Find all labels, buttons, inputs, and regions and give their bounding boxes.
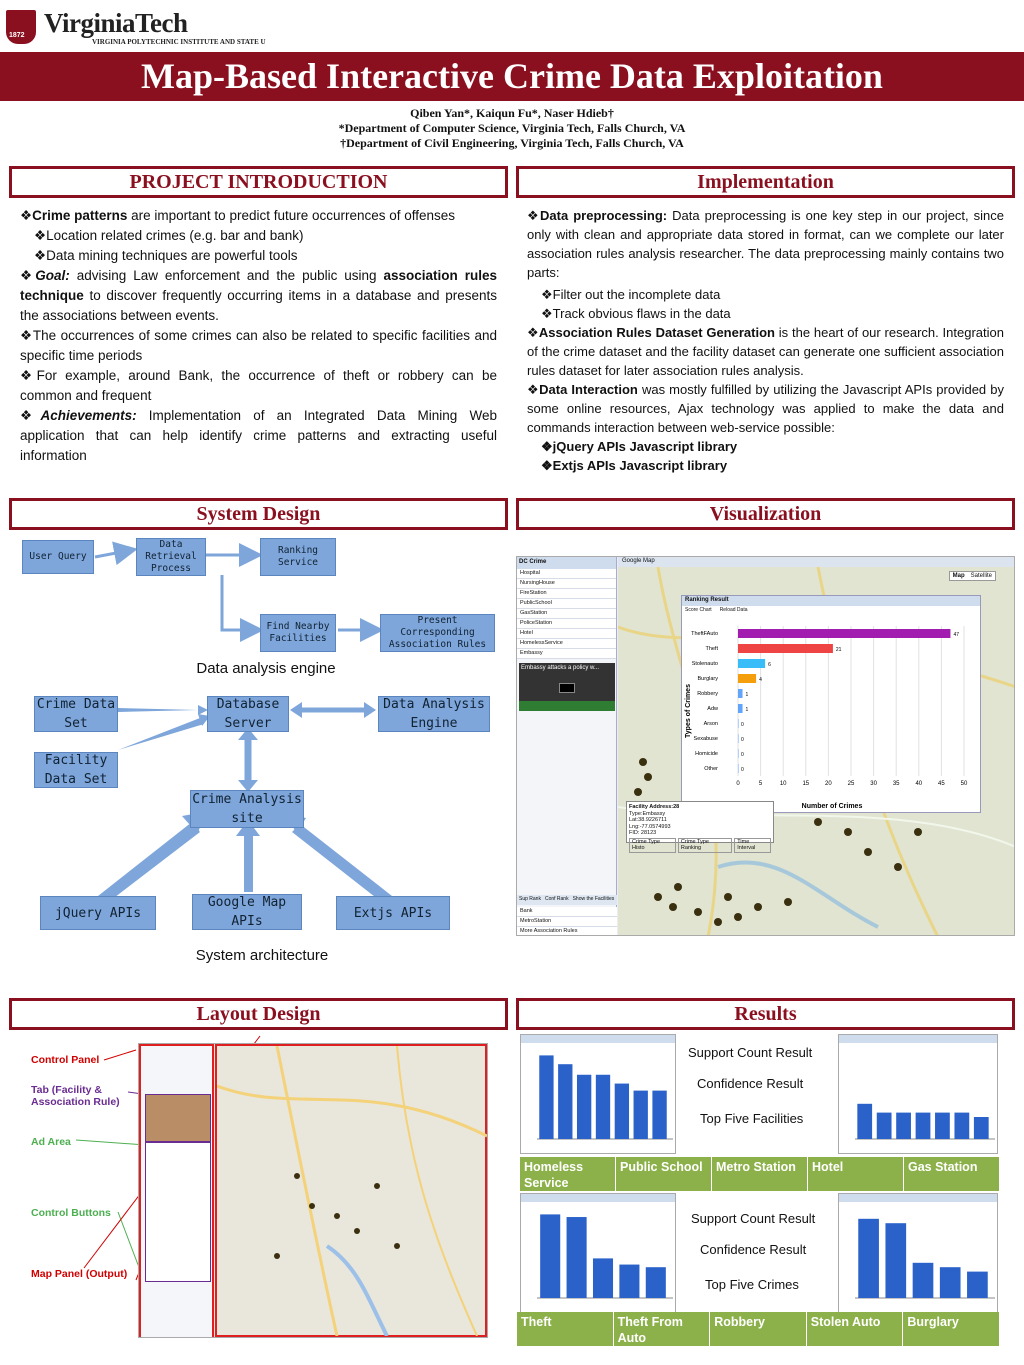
map-panel[interactable]: [618, 557, 1015, 936]
layout-map-panel: [215, 1044, 487, 1337]
bar-value-label: 0: [741, 752, 744, 758]
bar: [738, 719, 739, 728]
crime-type-histo-button[interactable]: Crime Type Histo: [629, 838, 676, 853]
facility-list: [517, 569, 616, 659]
intro-p1: are important to predict future occurrences of offenses: [127, 208, 456, 223]
system-heading: System Design: [9, 498, 508, 530]
bar: [940, 1267, 961, 1298]
table-cell: Robbery: [710, 1312, 807, 1346]
info-window: [626, 801, 774, 851]
support-chart-1: [520, 1034, 676, 1154]
bar: [593, 1258, 613, 1298]
ranking-chart: [682, 616, 982, 812]
time-interval-button[interactable]: Time Interval: [734, 838, 771, 853]
layout-ad-image: [145, 1094, 211, 1142]
ranking-window: [681, 595, 981, 813]
table-cell: Homeless Service: [520, 1157, 616, 1191]
impl-text: ❖Data preprocessing: Data preprocessing is one key step in our project, since only with clean and appropriate data stored in format, can we complete our later association rules analysis researcher. The data preprocessing mainly contains two parts: ❖Filter out the incomplete data ❖Track obvious flaws in the data ❖Association Rules Dataset Generation is the heart of our research. Integration of the crime dataset and the facility dataset can generate one sufficient association rules dataset for later association rules analysis. ❖Data Interaction was mostly fulfilled by utilizing the Javascript APIs provided by some online resources, Ajax technology was applied to make the data and commands interaction between web-service possible: ❖jQuery APIs Javascript library ❖Extjs APIs Javascript library: [527, 208, 1004, 473]
panel-title: DC Crime: [517, 557, 616, 569]
bar: [857, 1104, 872, 1139]
layout-label: Tab (Facility & Association Rule): [31, 1084, 120, 1108]
ad-area: [519, 663, 615, 711]
info-line: FID: 28123: [629, 830, 657, 836]
intro-p5: Implementation of an Integrated Data Mining Web application that can help identify crime patterns and extracting useful information: [20, 408, 497, 463]
conf-rank-button[interactable]: Conf Rank: [544, 896, 569, 902]
intro-p5-bold: Achievements:: [40, 408, 137, 423]
y-tick-label: TheftFAuto: [691, 631, 718, 637]
bar: [738, 689, 743, 698]
x-tick-label: 0: [736, 781, 740, 787]
virginia-tech-logo: [6, 6, 266, 46]
layout-label: Control Panel: [31, 1054, 100, 1066]
ranking-title: Ranking Result: [682, 596, 980, 606]
association-list-item[interactable]: Bank: [517, 907, 617, 917]
bar: [885, 1223, 906, 1298]
impl-p2-bold: Association Rules Dataset Generation: [538, 325, 775, 340]
engine-caption: Data analysis engine: [196, 660, 336, 677]
x-tick-label: 15: [802, 781, 810, 787]
bar: [738, 659, 765, 668]
bar: [974, 1117, 989, 1139]
top-facilities-label: Top Five Facilities: [700, 1111, 804, 1126]
bar: [540, 1214, 560, 1298]
visualization-screenshot: [516, 556, 1015, 936]
confidence-label-2: Confidence Result: [700, 1242, 807, 1257]
bar: [646, 1267, 666, 1298]
nearby-facilities-box: Find Nearby Facilities: [260, 614, 336, 652]
crime-data-set-box: Crime Data Set: [34, 696, 118, 732]
bar-value-label: 21: [835, 647, 842, 653]
confidence-chart-2: [838, 1193, 998, 1313]
intro-sub1: Location related crimes (e.g. bar and bank): [46, 228, 304, 243]
ranking-service-box: Ranking Service: [260, 538, 336, 576]
score-chart-tab[interactable]: Score Chart: [685, 607, 712, 613]
intro-p2a: advising Law enforcement and the public using: [69, 268, 384, 283]
facility-list-item[interactable]: HomelessService: [517, 639, 616, 649]
data-analysis-engine-box: Data Analysis Engine: [378, 696, 490, 732]
association-list-item[interactable]: MetroStation: [517, 917, 617, 927]
bar-value-label: 1: [745, 707, 749, 713]
bar: [619, 1265, 639, 1298]
x-tick-label: 35: [892, 781, 900, 787]
crime-analysis-site-box: Crime Analysis site: [190, 790, 304, 828]
x-tick-label: 30: [870, 781, 877, 787]
bar: [967, 1272, 988, 1298]
results-heading: Results: [516, 998, 1015, 1030]
ranking-tabs: [682, 606, 980, 615]
extjs-apis-box: Extjs APIs: [336, 896, 450, 930]
bar: [738, 629, 950, 638]
x-tick-label: 50: [960, 781, 968, 787]
bar: [896, 1113, 911, 1139]
x-tick-label: 45: [938, 781, 945, 787]
show-facilities-button[interactable]: Show the Facilities: [572, 896, 615, 902]
bar-value-label: 6: [768, 662, 771, 668]
layout-screenshot: [138, 1043, 488, 1338]
layout-label: Control Buttons: [31, 1207, 111, 1219]
bar: [738, 704, 743, 713]
control-buttons: [517, 895, 617, 905]
satellite-button[interactable]: Satellite: [970, 573, 992, 579]
impl-heading: Implementation: [516, 166, 1015, 198]
impl-p1: Data preprocessing is one key step in our project, since only with clean and appropriate data stored in format, can we complete our later association rules analysis researcher. The data preprocessing mainly contains two parts:: [527, 208, 1004, 280]
window-titlebar: [839, 1035, 998, 1043]
y-tick-label: Other: [704, 766, 718, 772]
impl-sub3: jQuery APIs Javascript library: [552, 439, 738, 454]
bar-value-label: 4: [759, 677, 762, 683]
intro-p3: The occurrences of some crimes can also be related to specific facilities and specific time periods: [20, 328, 497, 363]
facility-list-item[interactable]: PoliceStation: [517, 619, 616, 629]
bar: [858, 1219, 879, 1298]
info-line: Lng:-77.0574993: [629, 823, 671, 830]
layout-heading: Layout Design: [9, 998, 508, 1030]
top-facilities-table: [520, 1157, 1000, 1191]
impl-sub2: Track obvious flaws in the data: [552, 306, 731, 321]
intro-heading: PROJECT INTRODUCTION: [9, 166, 508, 198]
facility-list-item[interactable]: FireStation: [517, 589, 616, 599]
intro-p2b: to discover frequently occurring items in a database and presents the associations between events.: [20, 288, 497, 323]
bar: [615, 1084, 629, 1139]
impl-p3-bold: Data Interaction: [539, 382, 638, 397]
bar-value-label: 0: [741, 767, 744, 773]
bar: [738, 764, 739, 773]
y-tick-label: Theft: [705, 646, 718, 652]
logo-wordmark: VirginiaTech: [44, 8, 188, 38]
intro-p4: For example, around Bank, the occurrence of theft or robbery can be common and frequent: [20, 368, 497, 403]
x-tick-label: 5: [758, 781, 763, 787]
system-diagram-arrows: [0, 530, 512, 950]
bar: [738, 734, 739, 743]
window-titlebar: [839, 1194, 998, 1202]
top-crimes-label: Top Five Crimes: [705, 1277, 799, 1292]
bar-value-label: 47: [953, 632, 960, 638]
bar-value-label: 0: [741, 737, 744, 743]
top-crimes-table: [517, 1312, 1000, 1346]
info-line: Facility Address:28: [629, 804, 680, 810]
facility-list-item[interactable]: Hospital: [517, 569, 616, 579]
table-cell: Theft From Auto: [614, 1312, 711, 1346]
viz-heading: Visualization: [516, 498, 1015, 530]
window-titlebar: [521, 1035, 676, 1043]
table-cell: Gas Station: [904, 1157, 1000, 1191]
info-line: Type:Embassy: [629, 810, 666, 817]
layout-tab-area: [145, 1142, 211, 1282]
confidence-chart-1: [838, 1034, 998, 1154]
bar: [916, 1113, 931, 1139]
sup-rank-button[interactable]: Sup Rank: [519, 896, 541, 902]
affiliation-2: †Department of Civil Engineering, Virginia Tech, Falls Church, VA: [340, 136, 684, 150]
y-tick-label: Burglary: [697, 676, 718, 682]
logo-year: 1872: [9, 32, 25, 39]
google-map-apis-box: Google Map APIs: [192, 894, 302, 930]
facility-list-item[interactable]: PublicSchool: [517, 599, 616, 609]
bar: [567, 1217, 587, 1298]
facility-list-item[interactable]: GasStation: [517, 609, 616, 619]
map-button[interactable]: Map: [952, 573, 965, 579]
table-cell: Burglary: [903, 1312, 1000, 1346]
layout-label: Map Panel (Output): [31, 1268, 128, 1280]
x-tick-label: 40: [915, 781, 923, 787]
impl-p1-bold: Data preprocessing:: [540, 208, 668, 223]
impl-p2: is the heart of our research. Integration of the crime dataset and the facility dataset can generate one sufficient association rules dataset for later association rules analysis.: [527, 325, 1004, 378]
bar-value-label: 1: [745, 692, 749, 698]
intro-p1-bold: Crime patterns: [32, 208, 128, 223]
support-label-1: Support Count Result: [688, 1045, 813, 1060]
bar: [738, 749, 739, 758]
association-rules-box: Present Corresponding Association Rules: [380, 614, 495, 652]
impl-p3: was mostly fulfilled by utilizing the Javascript APIs provided by some online resources, Ajax technology was applied to make the data and commands interaction between web-service possible:: [527, 382, 1004, 435]
affiliation-1: *Department of Computer Science, Virginia Tech, Falls Church, VA: [338, 121, 686, 135]
bar: [558, 1064, 572, 1139]
x-tick-label: 25: [847, 781, 855, 787]
poster-title: Map-Based Interactive Crime Data Exploitation: [141, 56, 883, 96]
bar: [935, 1113, 950, 1139]
chart-ylabel: Types of Crimes: [685, 684, 692, 738]
x-tick-label: 20: [825, 781, 832, 787]
association-list-item[interactable]: More Association Rules: [517, 927, 617, 936]
bar: [738, 644, 833, 653]
play-icon[interactable]: [559, 683, 575, 693]
facility-list-item[interactable]: NursingHouse: [517, 579, 616, 589]
crime-type-ranking-button[interactable]: Crime Type Ranking: [678, 838, 732, 853]
intro-p2-bold: Goal:: [35, 268, 70, 283]
bar: [913, 1263, 934, 1298]
bar: [539, 1055, 553, 1139]
support-label-2: Support Count Result: [691, 1211, 816, 1226]
facility-data-set-box: Facility Data Set: [34, 752, 118, 788]
intro-sub2: Data mining techniques are powerful tools: [46, 248, 298, 263]
support-chart-2: [520, 1193, 676, 1313]
jquery-apis-box: jQuery APIs: [40, 896, 156, 930]
chart-xlabel: Number of Crimes: [801, 803, 863, 810]
table-cell: Stolen Auto: [807, 1312, 904, 1346]
y-tick-label: Sexabuse: [693, 736, 718, 742]
layout-label: Ad Area: [31, 1136, 71, 1148]
map-tab[interactable]: Google Map: [618, 557, 1015, 567]
table-cell: Hotel: [808, 1157, 904, 1191]
bar: [954, 1113, 969, 1139]
data-retrieval-box: Data Retrieval Process: [136, 538, 206, 576]
table-cell: Theft: [517, 1312, 614, 1346]
authors: Qiben Yan*, Kaiqun Fu*, Naser Hdieb†: [410, 106, 614, 120]
bar: [634, 1091, 648, 1139]
arch-caption: System architecture: [195, 947, 329, 964]
bar: [596, 1075, 610, 1139]
reload-data-tab[interactable]: Reload Data: [719, 607, 748, 613]
y-tick-label: Stolenauto: [691, 661, 718, 667]
bar-value-label: 0: [741, 722, 744, 728]
y-tick-label: Robbery: [697, 691, 718, 697]
info-lines: [629, 804, 771, 837]
info-buttons: [629, 838, 771, 853]
bar: [877, 1113, 892, 1139]
association-list: [517, 907, 617, 936]
facility-list-item[interactable]: Hotel: [517, 629, 616, 639]
y-tick-label: Adw: [707, 706, 718, 712]
user-query-box: User Query: [22, 540, 94, 574]
intro-text: ❖Crime patterns are important to predict future occurrences of offenses ❖Location related crimes (e.g. bar and bank) ❖Data mining techniques are powerful tools ❖Goal: advising Law enforcement and the public using association rules technique to discover frequently occurring items in a database and presents the associations between events. ❖The occurrences of some crimes can also be related to specific facilities and specific time periods ❖For example, around Bank, the occurrence of theft or robbery can be common and frequent ❖Achievements: Implementation of an Integrated Data Mining Web application that can help identify crime patterns and extracting useful information: [20, 208, 497, 463]
control-panel: [517, 557, 617, 936]
bar: [738, 674, 756, 683]
layout-control-panel: [139, 1044, 214, 1338]
intro-p2-bold2: association rules technique: [20, 268, 497, 303]
database-server-box: Database Server: [207, 696, 289, 732]
y-tick-label: Homicide: [695, 751, 718, 757]
x-tick-label: 10: [779, 781, 787, 787]
table-cell: Metro Station: [712, 1157, 808, 1191]
window-titlebar: [521, 1194, 676, 1202]
logo-subtitle: VIRGINIA POLYTECHNIC INSTITUTE AND STATE U: [92, 38, 266, 46]
info-line: Lat:38.9226711: [629, 817, 667, 823]
table-cell: Public School: [616, 1157, 712, 1191]
bar: [652, 1091, 666, 1139]
ad-text: Embassy attacks a policy w...: [521, 665, 600, 671]
map-type-control[interactable]: [949, 571, 996, 581]
bar: [577, 1075, 591, 1139]
impl-sub4: Extjs APIs Javascript library: [552, 458, 728, 473]
confidence-label-1: Confidence Result: [697, 1076, 804, 1091]
impl-sub1: Filter out the incomplete data: [552, 287, 721, 302]
ad-banner: [519, 701, 615, 711]
facility-list-item[interactable]: Embassy: [517, 649, 616, 659]
y-tick-label: Arson: [703, 721, 718, 727]
